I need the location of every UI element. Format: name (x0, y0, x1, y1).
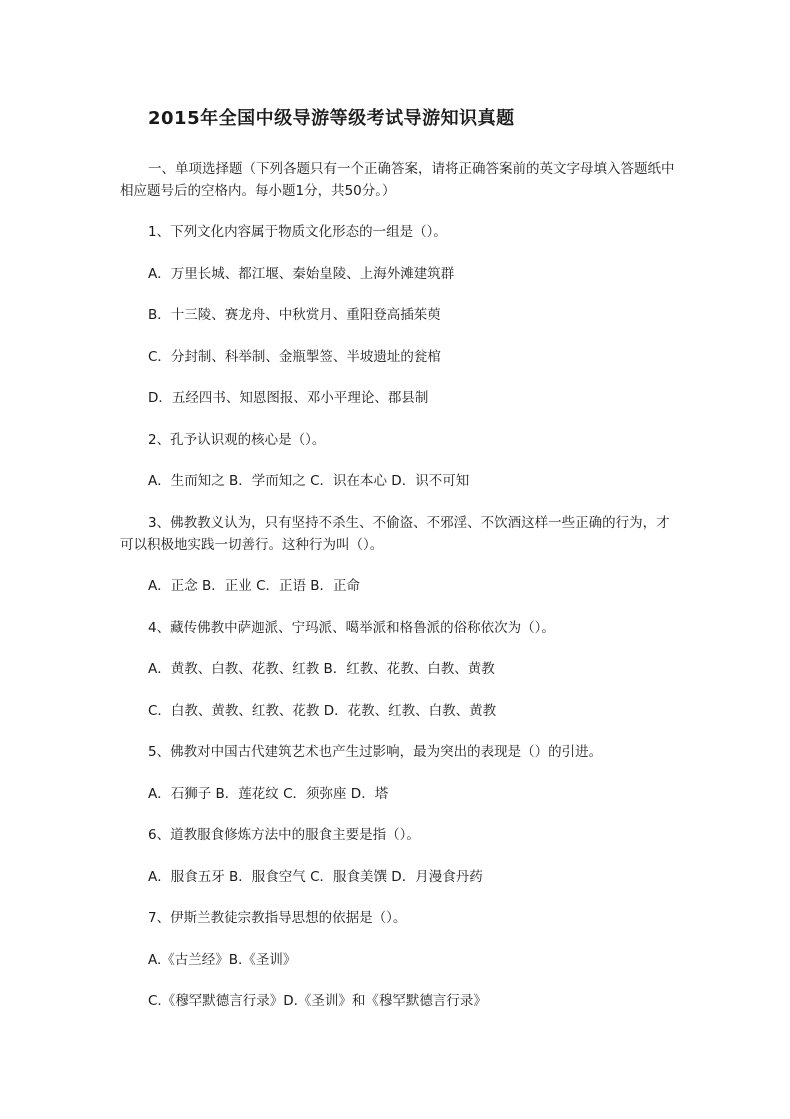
section-intro: 一、单项选择题（下列各题只有一个正确答案，请将正确答案前的英文字母填入答题纸中相应题号后的空格内。每小题1分，共50分。） (120, 161, 675, 199)
question-1-option-c: C．分封制、科举制、金瓶掣签、半坡遗址的瓮棺 (148, 349, 441, 365)
question-4: 4、藏传佛教中萨迦派、宁玛派、噶举派和格鲁派的俗称依次为（）。 (148, 620, 555, 636)
document-title: 2015年全国中级导游等级考试导游知识真题 (148, 108, 515, 129)
question-3: 3、佛教教义认为，只有坚持不杀生、不偷盗、不邪淫、不饮酒这样一些正确的行为，才可以积极地实践一切善行。这种行为叫（）。 (120, 515, 670, 553)
question-4-options-cd: C．白教、黄教、红教、花教 D．花教、红教、白教、黄教 (148, 703, 497, 719)
question-1-option-a: A．万里长城、都江堰、秦始皇陵、上海外滩建筑群 (148, 266, 455, 282)
question-7: 7、伊斯兰教徒宗教指导思想的依据是（）。 (148, 910, 407, 926)
question-6: 6、道教服食修炼方法中的服食主要是指（）。 (148, 827, 420, 843)
question-6-options: A．服食五牙 B．服食空气 C．服食美馔 D．月漫食丹药 (148, 869, 483, 885)
question-1: 1、下列文化内容属于物质文化形态的一组是（）。 (148, 224, 447, 240)
question-5-options: A．石狮子 B．莲花纹 C．须弥座 D．塔 (148, 786, 389, 802)
question-5: 5、佛教对中国古代建筑艺术也产生过影响，最为突出的表现是（）的引进。 (148, 744, 603, 760)
question-2: 2、孔予认识观的核心是（）。 (148, 432, 326, 448)
question-1-option-d: D．五经四书、知恩图报、邓小平理论、郡县制 (148, 390, 429, 406)
question-1-option-b: B．十三陵、赛龙舟、中秋赏月、重阳登高插茱萸 (148, 307, 441, 323)
question-2-options: A．生而知之 B．学而知之 C．识在本心 D．识不可知 (148, 473, 470, 489)
question-7-options-cd: C.《穆罕默德言行录》D.《圣训》和《穆罕默德言行录》 (148, 993, 487, 1009)
question-4-options-ab: A．黄教、白教、花教、红教 B．红教、花教、白教、黄教 (148, 661, 495, 677)
question-3-options: A．正念 B．正业 C．正语 B．正命 (148, 578, 361, 594)
question-7-options-ab: A.《古兰经》B.《圣训》 (148, 952, 297, 968)
